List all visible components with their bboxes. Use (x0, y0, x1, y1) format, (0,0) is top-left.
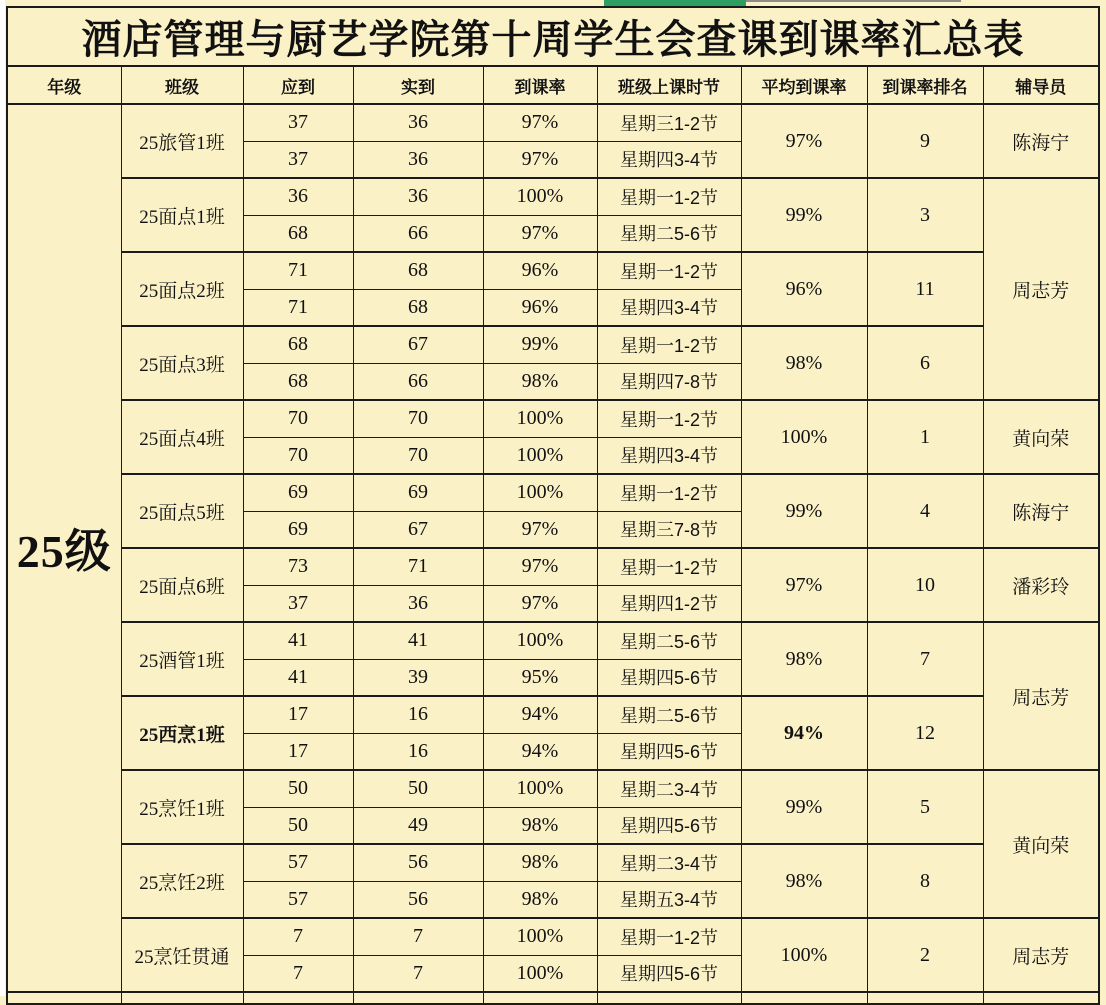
class-name-cell: 25烹饪2班 (121, 844, 243, 918)
expected-cell: 70 (243, 400, 353, 437)
actual-cell: 56 (353, 881, 483, 918)
bottom-sliver-cell (867, 992, 983, 1004)
avg-rate-cell: 99% (741, 178, 867, 252)
actual-cell: 39 (353, 659, 483, 696)
avg-rate-cell: 99% (741, 770, 867, 844)
bottom-sliver-row (7, 992, 1099, 1004)
session-time-cell: 星期四3-4节 (597, 289, 741, 326)
expected-cell: 37 (243, 585, 353, 622)
class-name-cell: 25面点4班 (121, 400, 243, 474)
actual-cell: 49 (353, 807, 483, 844)
expected-cell: 68 (243, 363, 353, 400)
class-name-cell: 25烹饪贯通 (121, 918, 243, 992)
rate-cell: 100% (483, 178, 597, 215)
table-row (7, 252, 1099, 289)
counselor-cell: 陈海宁 (983, 104, 1099, 178)
counselor-cell: 周志芳 (983, 178, 1099, 400)
rate-cell: 97% (483, 141, 597, 178)
session-time-cell: 星期二3-4节 (597, 844, 741, 881)
rate-cell: 100% (483, 918, 597, 955)
session-time-cell: 星期四7-8节 (597, 363, 741, 400)
class-name-cell: 25面点6班 (121, 548, 243, 622)
actual-cell: 41 (353, 622, 483, 659)
rate-cell: 97% (483, 511, 597, 548)
rate-cell: 99% (483, 326, 597, 363)
table-row (7, 696, 1099, 733)
avg-rate-cell: 97% (741, 548, 867, 622)
expected-cell: 68 (243, 326, 353, 363)
expected-cell: 73 (243, 548, 353, 585)
rate-cell: 100% (483, 474, 597, 511)
expected-cell: 50 (243, 770, 353, 807)
avg-rate-cell: 98% (741, 326, 867, 400)
header-expected: 应到 (243, 66, 353, 104)
rank-cell: 7 (867, 622, 983, 696)
expected-cell: 17 (243, 733, 353, 770)
rate-cell: 100% (483, 955, 597, 992)
class-name-cell: 25烹饪1班 (121, 770, 243, 844)
expected-cell: 69 (243, 474, 353, 511)
rate-cell: 100% (483, 770, 597, 807)
rate-cell: 97% (483, 548, 597, 585)
session-time-cell: 星期一1-2节 (597, 326, 741, 363)
expected-cell: 57 (243, 844, 353, 881)
actual-cell: 50 (353, 770, 483, 807)
table-row (7, 400, 1099, 437)
class-name-cell: 25面点3班 (121, 326, 243, 400)
expected-cell: 71 (243, 252, 353, 289)
table-row (7, 622, 1099, 659)
header-rank: 到课率排名 (867, 66, 983, 104)
table-row (7, 104, 1099, 141)
session-time-cell: 星期二5-6节 (597, 215, 741, 252)
actual-cell: 36 (353, 141, 483, 178)
rate-cell: 98% (483, 363, 597, 400)
rate-cell: 94% (483, 696, 597, 733)
expected-cell: 7 (243, 918, 353, 955)
avg-rate-cell: 98% (741, 844, 867, 918)
avg-rate-cell: 97% (741, 104, 867, 178)
expected-cell: 36 (243, 178, 353, 215)
rank-cell: 2 (867, 918, 983, 992)
rate-cell: 95% (483, 659, 597, 696)
rate-cell: 94% (483, 733, 597, 770)
actual-cell: 70 (353, 400, 483, 437)
counselor-cell: 黄向荣 (983, 400, 1099, 474)
actual-cell: 16 (353, 733, 483, 770)
class-name-cell: 25面点1班 (121, 178, 243, 252)
expected-cell: 37 (243, 104, 353, 141)
session-time-cell: 星期一1-2节 (597, 548, 741, 585)
rank-cell: 12 (867, 696, 983, 770)
rank-cell: 11 (867, 252, 983, 326)
rank-cell: 1 (867, 400, 983, 474)
session-time-cell: 星期四5-6节 (597, 955, 741, 992)
header-session-time: 班级上课时节 (597, 66, 741, 104)
rate-cell: 100% (483, 437, 597, 474)
left-edge-strip (0, 0, 5, 996)
bottom-sliver-cell (741, 992, 867, 1004)
table-row (7, 770, 1099, 807)
session-time-cell: 星期二5-6节 (597, 622, 741, 659)
expected-cell: 41 (243, 659, 353, 696)
avg-rate-cell: 98% (741, 622, 867, 696)
session-time-cell: 星期一1-2节 (597, 400, 741, 437)
table-row (7, 844, 1099, 881)
counselor-cell: 周志芳 (983, 622, 1099, 770)
rate-cell: 96% (483, 289, 597, 326)
counselor-cell: 周志芳 (983, 918, 1099, 992)
header-actual: 实到 (353, 66, 483, 104)
rank-cell: 6 (867, 326, 983, 400)
table-row (7, 474, 1099, 511)
actual-cell: 70 (353, 437, 483, 474)
session-time-cell: 星期一1-2节 (597, 178, 741, 215)
rank-cell: 5 (867, 770, 983, 844)
rank-cell: 9 (867, 104, 983, 178)
rank-cell: 8 (867, 844, 983, 918)
expected-cell: 17 (243, 696, 353, 733)
session-time-cell: 星期四3-4节 (597, 437, 741, 474)
actual-cell: 67 (353, 511, 483, 548)
actual-cell: 68 (353, 289, 483, 326)
actual-cell: 68 (353, 252, 483, 289)
expected-cell: 57 (243, 881, 353, 918)
session-time-cell: 星期一1-2节 (597, 252, 741, 289)
header-rate: 到课率 (483, 66, 597, 104)
rate-cell: 97% (483, 215, 597, 252)
avg-rate-cell: 100% (741, 400, 867, 474)
table-row (7, 548, 1099, 585)
session-time-cell: 星期二3-4节 (597, 770, 741, 807)
session-time-cell: 星期四5-6节 (597, 807, 741, 844)
actual-cell: 66 (353, 215, 483, 252)
counselor-cell: 黄向荣 (983, 770, 1099, 918)
table-row (7, 918, 1099, 955)
actual-cell: 69 (353, 474, 483, 511)
table-row (7, 178, 1099, 215)
avg-rate-cell: 99% (741, 474, 867, 548)
bottom-sliver-cell (597, 992, 741, 1004)
actual-cell: 36 (353, 104, 483, 141)
bottom-sliver-cell (243, 992, 353, 1004)
actual-cell: 7 (353, 955, 483, 992)
expected-cell: 69 (243, 511, 353, 548)
class-name-cell: 25酒管1班 (121, 622, 243, 696)
header-class: 班级 (121, 66, 243, 104)
session-time-cell: 星期四5-6节 (597, 659, 741, 696)
session-time-cell: 星期四1-2节 (597, 585, 741, 622)
counselor-cell: 陈海宁 (983, 474, 1099, 548)
header-avg-rate: 平均到课率 (741, 66, 867, 104)
session-time-cell: 星期四5-6节 (597, 733, 741, 770)
expected-cell: 41 (243, 622, 353, 659)
bottom-sliver-cell (483, 992, 597, 1004)
rate-cell: 98% (483, 844, 597, 881)
actual-cell: 36 (353, 178, 483, 215)
expected-cell: 7 (243, 955, 353, 992)
top-grey-hairline (746, 0, 961, 2)
class-name-cell: 25面点2班 (121, 252, 243, 326)
rate-cell: 100% (483, 622, 597, 659)
bottom-sliver-cell (121, 992, 243, 1004)
session-time-cell: 星期一1-2节 (597, 474, 741, 511)
rate-cell: 100% (483, 400, 597, 437)
rank-cell: 10 (867, 548, 983, 622)
session-time-cell: 星期四3-4节 (597, 141, 741, 178)
actual-cell: 16 (353, 696, 483, 733)
session-time-cell: 星期五3-4节 (597, 881, 741, 918)
session-time-cell: 星期二5-6节 (597, 696, 741, 733)
class-name-cell: 25西烹1班 (121, 696, 243, 770)
expected-cell: 71 (243, 289, 353, 326)
session-time-cell: 星期一1-2节 (597, 918, 741, 955)
rate-cell: 96% (483, 252, 597, 289)
header-row (7, 66, 1099, 104)
actual-cell: 56 (353, 844, 483, 881)
bottom-sliver-cell (353, 992, 483, 1004)
rank-cell: 4 (867, 474, 983, 548)
session-time-cell: 星期三7-8节 (597, 511, 741, 548)
actual-cell: 67 (353, 326, 483, 363)
expected-cell: 37 (243, 141, 353, 178)
rate-cell: 97% (483, 585, 597, 622)
rate-cell: 97% (483, 104, 597, 141)
expected-cell: 70 (243, 437, 353, 474)
class-name-cell: 25面点5班 (121, 474, 243, 548)
actual-cell: 71 (353, 548, 483, 585)
actual-cell: 66 (353, 363, 483, 400)
bottom-sliver-cell (983, 992, 1099, 1004)
expected-cell: 50 (243, 807, 353, 844)
header-counselor: 辅导员 (983, 66, 1099, 104)
actual-cell: 7 (353, 918, 483, 955)
avg-rate-cell: 100% (741, 918, 867, 992)
avg-rate-cell: 96% (741, 252, 867, 326)
table-title: 酒店管理与厨艺学院第十周学生会查课到课率汇总表 (7, 7, 1099, 66)
rate-cell: 98% (483, 807, 597, 844)
bottom-sliver-cell (7, 992, 121, 1004)
expected-cell: 68 (243, 215, 353, 252)
grade-cell: 25级 (7, 104, 121, 992)
rank-cell: 3 (867, 178, 983, 252)
class-name-cell: 25旅管1班 (121, 104, 243, 178)
actual-cell: 36 (353, 585, 483, 622)
counselor-cell: 潘彩玲 (983, 548, 1099, 622)
title-row (7, 7, 1099, 66)
rate-cell: 98% (483, 881, 597, 918)
attendance-table (6, 6, 1100, 1005)
avg-rate-cell: 94% (741, 696, 867, 770)
header-grade: 年级 (7, 66, 121, 104)
top-green-bar (604, 0, 746, 6)
table-row (7, 326, 1099, 363)
session-time-cell: 星期三1-2节 (597, 104, 741, 141)
